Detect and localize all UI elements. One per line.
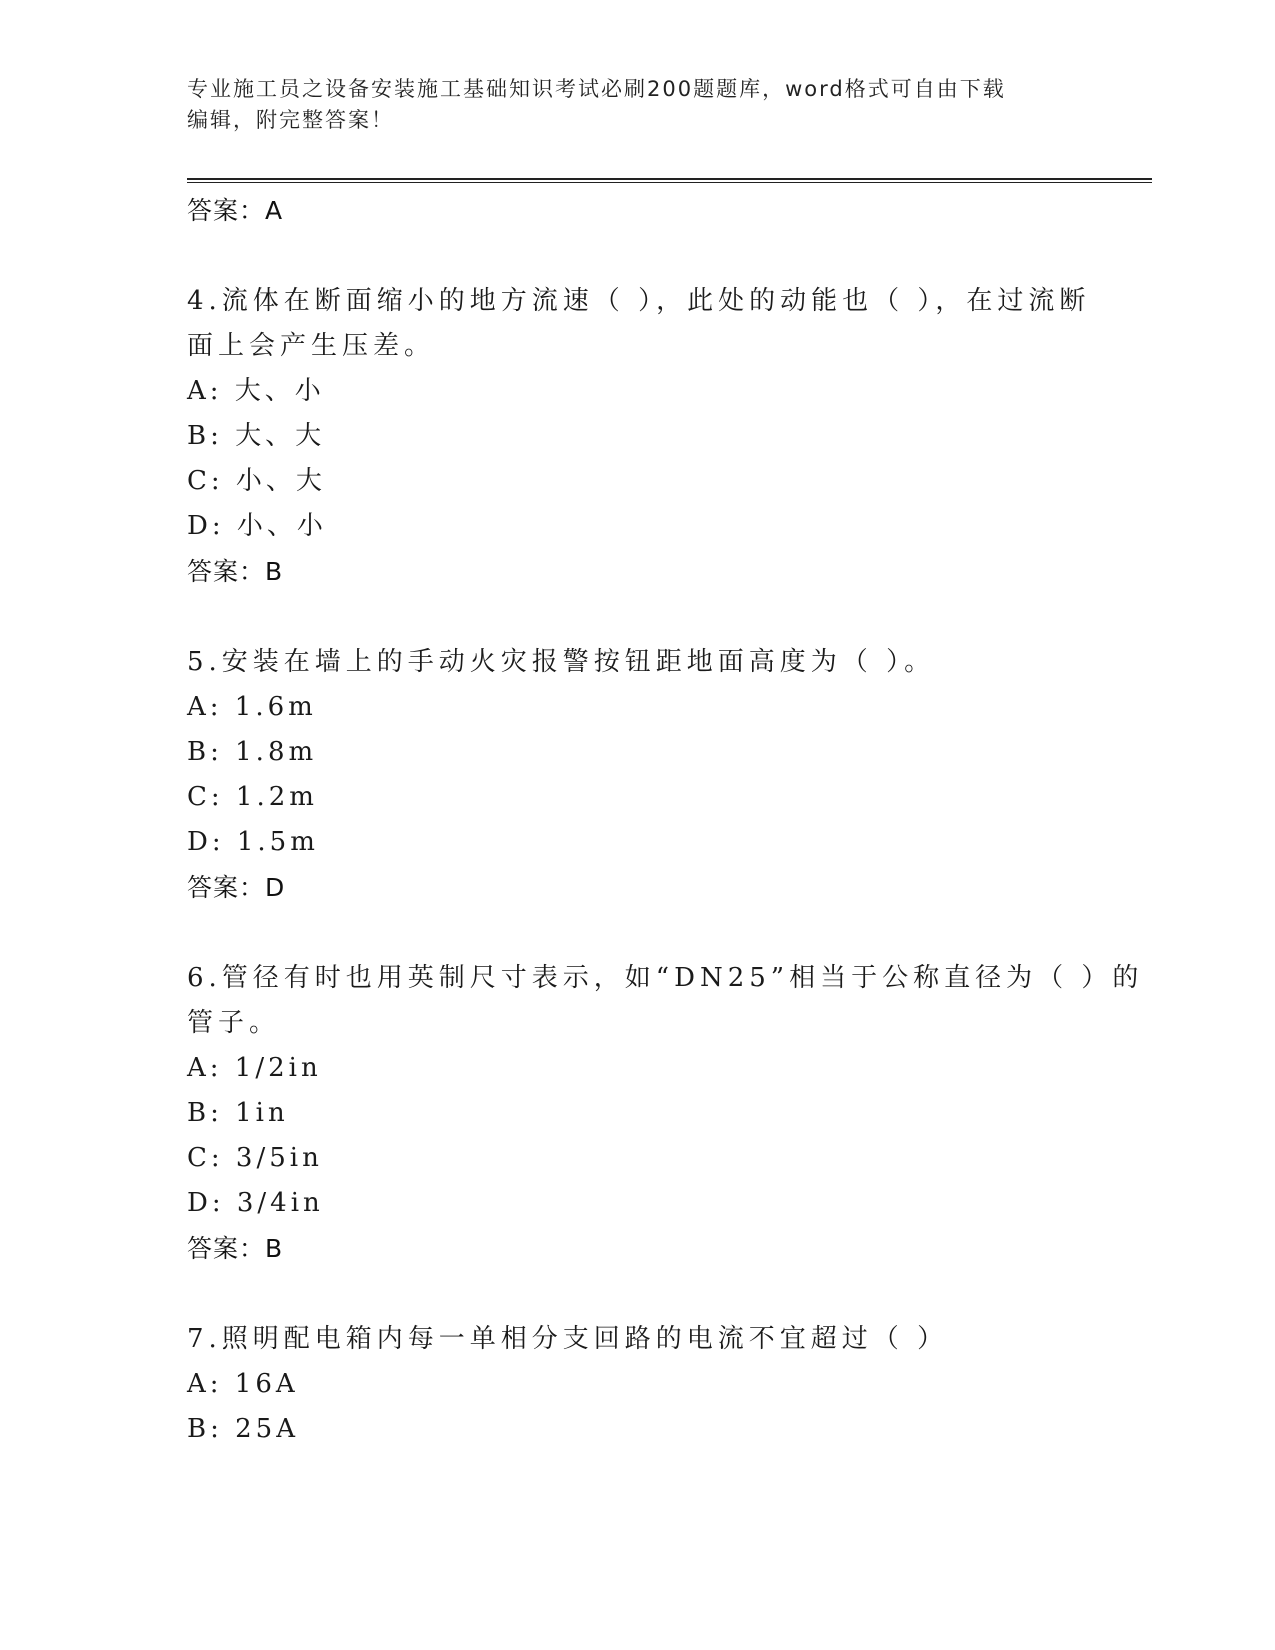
question-list [187,188,1144,1452]
spacer [187,1271,1087,1317]
option-c: C: 1.2m [187,782,318,812]
question-stem-line: 管子。 [187,1008,281,1038]
option-a: A: 1/2in [187,1053,322,1083]
question-stem-line: 6.管径有时也用英制尺寸表示，如“DN25”相当于公称直径为（ ）的 [187,963,1144,993]
answer: 答案：B [187,557,284,586]
question-stem-line: 7.照明配电箱内每一单相分支回路的电流不宜超过（ ） [187,1324,949,1354]
question-7 [187,1317,1087,1452]
question-6 [187,956,1144,1271]
question-stem-line: 5.安装在墙上的手动火灾报警按钮距地面高度为（ ）。 [187,647,936,677]
question-stem-line: 面上会产生压差。 [187,331,436,361]
question-stem-line: 4.流体在断面缩小的地方流速（ ），此处的动能也（ ），在过流断 [187,286,1091,316]
header-title-line1: 专业施工员之设备安装施工基础知识考试必刷200题题库，word格式可自由下载 [187,77,1006,101]
option-b: B: 1in [187,1098,289,1128]
option-d: D: 3/4in [187,1188,324,1218]
option-d: D: 1.5m [187,827,319,857]
spacer [187,910,1087,956]
answer: 答案：D [187,873,286,902]
question-stem [187,279,1091,369]
spacer [187,233,1087,279]
header-title-line2: 编辑，附完整答案！ [187,108,394,132]
header-divider-thick [187,178,1152,180]
question-stem [187,1317,1087,1362]
header-divider-thin [187,182,1152,183]
answer: 答案：B [187,1234,284,1263]
option-b: B: 25A [187,1414,299,1444]
option-b: B: 大、大 [187,421,326,451]
question-4 [187,279,1091,594]
question-stem [187,640,1087,685]
option-a: A: 16A [187,1369,299,1399]
option-c: C: 小、大 [187,466,326,496]
option-d: D: 小、小 [187,511,327,541]
option-a: A: 大、小 [187,376,325,406]
question-stem [187,956,1144,1046]
spacer [187,594,1087,640]
question-5 [187,640,1087,910]
option-b: B: 1.8m [187,737,318,767]
option-a: A: 1.6m [187,692,317,722]
option-c: C: 3/5in [187,1143,323,1173]
page-header [187,74,1087,136]
answer-q3: 答案：A [187,196,284,225]
